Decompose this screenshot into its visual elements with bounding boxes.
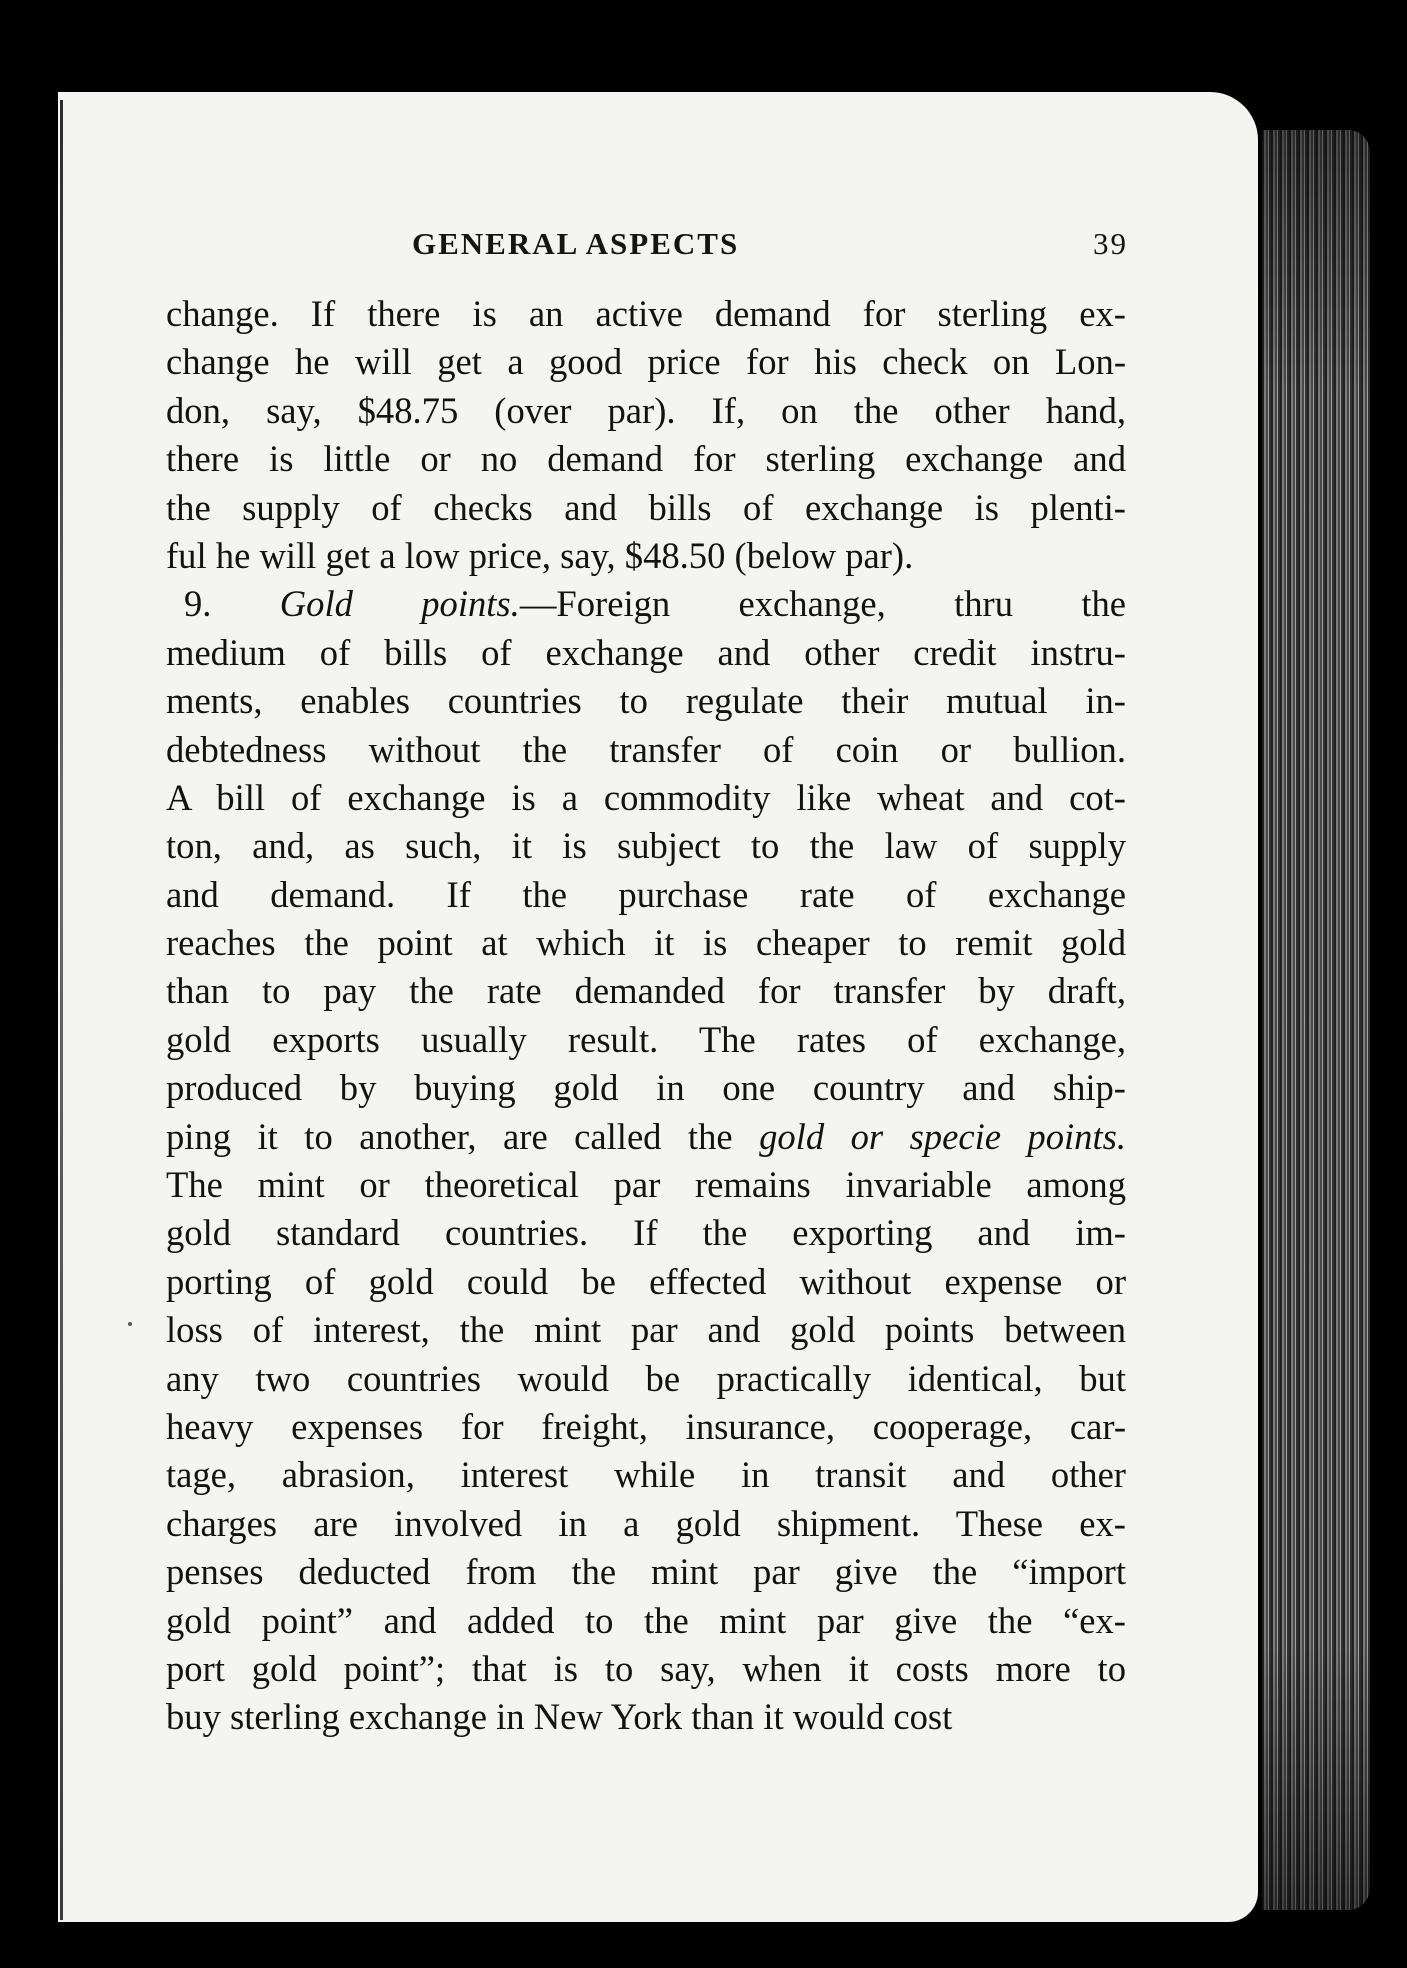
running-title: GENERAL ASPECTS xyxy=(412,226,740,261)
text-line: change he will get a good price for his check on Lon- xyxy=(166,341,1126,383)
text-line: gold standard countries. If the exporting and im- xyxy=(166,1212,1126,1254)
text-line: debtedness without the transfer of coin or bullion. xyxy=(166,728,1126,770)
text-line: loss of interest, the mint par and gold points between xyxy=(166,1309,1126,1351)
text-line: than to pay the rate demanded for transfer by draft, xyxy=(166,970,1126,1012)
section-heading: Gold points. xyxy=(279,583,520,625)
text-line: ful he will get a low price, say, $48.50 (below par). xyxy=(166,534,914,576)
text-line-with-term xyxy=(166,1113,1126,1161)
section-heading-line xyxy=(166,580,1126,628)
text-line: port gold point”; that is to say, when it costs more to xyxy=(166,1647,1126,1689)
text-line: change. If there is an active demand for sterling ex- xyxy=(166,293,1126,334)
text-line: A bill of exchange is a commodity like wheat and cot- xyxy=(166,776,1126,818)
text-line: reaches the point at which it is cheaper to remit gold xyxy=(166,922,1126,964)
text-line: ping it to another, are called the xyxy=(166,1115,760,1157)
body-text xyxy=(166,290,1126,1742)
text-line: the supply of checks and bills of exchange is plenti- xyxy=(166,486,1126,528)
scan-speck xyxy=(128,1322,132,1326)
running-header xyxy=(166,222,1128,272)
text-line: don, say, $48.75 (over par). If, on the other hand, xyxy=(166,389,1126,431)
text-line: ton, and, as such, it is subject to the law of supply xyxy=(166,825,1126,867)
text-line: produced by buying gold in one country and ship- xyxy=(166,1067,1126,1109)
text-line: medium of bills of exchange and other credit instru- xyxy=(166,631,1126,673)
text-line: charges are involved in a gold shipment. These ex- xyxy=(166,1502,1126,1544)
text-line: buy sterling exchange in New York than it would cost xyxy=(166,1696,953,1738)
text-line: heavy expenses for freight, insurance, cooperage, car- xyxy=(166,1405,1126,1447)
text-line: any two countries would be practically identical, but xyxy=(166,1357,1126,1399)
defined-term: gold or specie points. xyxy=(759,1115,1127,1157)
section-heading-rest: —Foreign exchange, thru the xyxy=(519,583,1127,625)
page-number: 39 xyxy=(1093,226,1128,261)
text-line: gold point” and added to the mint par give the “ex- xyxy=(166,1599,1126,1641)
section-number: 9. xyxy=(184,583,280,625)
page-edges-shade xyxy=(1262,130,1370,1910)
text-line: ments, enables countries to regulate their mutual in- xyxy=(166,680,1126,722)
binding-gutter xyxy=(60,100,63,1920)
text-line: porting of gold could be effected without expense or xyxy=(166,1260,1126,1302)
text-line: tage, abrasion, interest while in transit and other xyxy=(166,1454,1126,1496)
text-line: penses deducted from the mint par give the “import xyxy=(166,1551,1126,1593)
text-line: The mint or theoretical par remains invariable among xyxy=(166,1164,1126,1206)
text-line: there is little or no demand for sterling exchange and xyxy=(166,438,1126,480)
text-line: gold exports usually result. The rates of exchange, xyxy=(166,1018,1126,1060)
text-line: and demand. If the purchase rate of exchange xyxy=(166,873,1126,915)
